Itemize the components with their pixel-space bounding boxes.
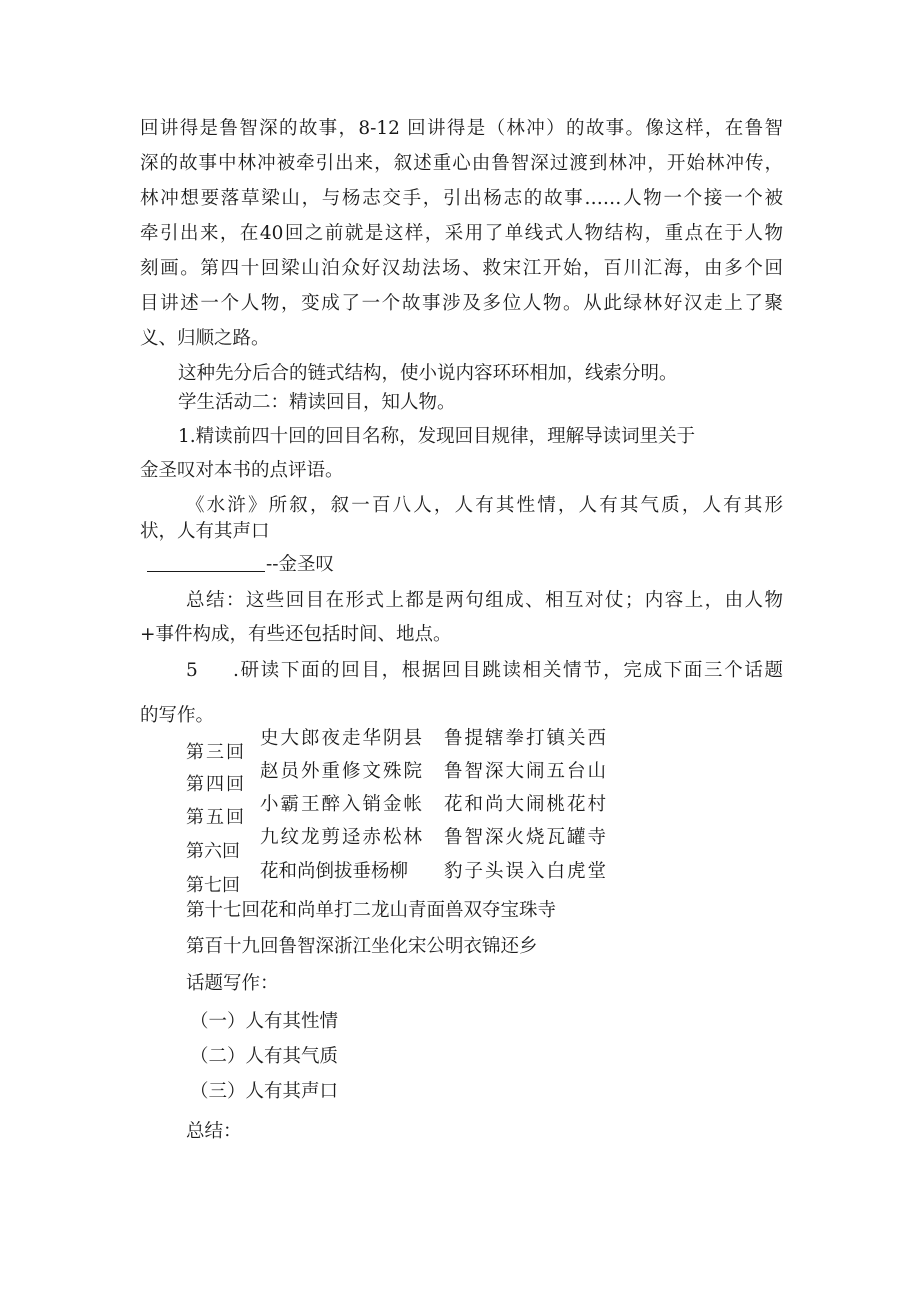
chapter-title-b: 鲁提辖拳打镇关西 [444,728,609,749]
chapter-title-b: 豹子头误入白虎堂 [444,861,609,882]
chapter-label: 第五回 [186,807,246,828]
chapter-title-b: 鲁智深大闹五台山 [444,761,609,782]
chapter-title-b: 鲁智深火烧瓦罐寺 [444,827,609,848]
chapter-label: 第七回 [186,875,240,896]
chapter-title-b: 花和尚大闹桃花村 [444,794,609,815]
summary1-line-1: 总结：这些回目在形式上都是两句组成、相互对仗；内容上，由人物 [186,590,783,611]
activity2-heading: 学生活动二：精读回目，知人物。 [178,392,456,413]
chapter-label: 第三回 [186,742,246,763]
para1-line-1: 回讲得是鲁智深的故事，8-12 回讲得是（林冲）的故事。像这样，在鲁智 [140,118,783,139]
quote-rule [147,571,265,572]
topic-item: （三）人有其声口 [190,1081,339,1102]
task1-line-1: 1.精读前四十回的回目名称，发现回目规律，理解导读词里关于 [178,426,696,447]
quote-author: --金圣叹 [266,554,335,575]
chapter-title-a: 九纹龙剪迳赤松林 [260,827,425,848]
chapter-119: 第百十九回鲁智深浙江坐化宋公明衣锦还乡 [186,936,538,957]
topic-item: （一）人有其性情 [190,1011,339,1032]
chapter-label: 第六回 [186,841,240,862]
para1-line-3: 林冲想要落草梁山，与杨志交手，引出杨志的故事……人物一个接一个被 [140,188,783,209]
para2: 这种先分后合的链式结构，使小说内容环环相加，线索分明。 [178,363,678,384]
para1-line-5: 刻画。第四十回梁山泊众好汉劫法场、救宋江开始，百川汇海，由多个回 [140,258,783,279]
chapter-title-a: 小霸王醉入销金帐 [260,794,425,815]
task2-number: 5 [186,660,198,681]
para1-line-2: 深的故事中林冲被牵引出来，叙述重心由鲁智深过渡到林冲，开始林冲传， [140,153,783,174]
chapter-title-a: 花和尚倒拔垂杨柳 [260,861,409,882]
task2-line-1: .研读下面的回目，根据回目跳读相关情节，完成下面三个话题 [233,660,783,681]
chapter-title-a: 史大郎夜走华阴县 [260,728,425,749]
summary1-line-2: +事件构成，有些还包括时间、地点。 [140,624,452,645]
quote-line-1: 《水浒》所叙，叙一百八人，人有其性情，人有其气质，人有其形 [186,495,783,516]
para1-line-7: 义、归顺之路。 [140,328,270,349]
chapter-label: 第四回 [186,774,246,795]
task2-line-2: 的写作。 [140,705,215,726]
quote-line-2: 状，人有其声口 [140,521,270,542]
chapter-17: 第十七回花和尚单打二龙山青面兽双夺宝珠寺 [186,900,557,921]
topic-item: （二）人有其气质 [190,1046,339,1067]
para1-line-4: 牵引出来，在40回之前就是这样，采用了单线式人物结构，重点在于人物 [140,223,783,244]
summary2-label: 总结： [186,1121,242,1142]
chapter-title-a: 赵员外重修文殊院 [260,761,425,782]
para1-line-6: 目讲述一个人物，变成了一个故事涉及多位人物。从此绿林好汉走上了聚 [140,293,783,314]
topic-heading: 话题写作： [186,973,279,994]
task1-line-2: 金圣叹对本书的点评语。 [140,460,344,481]
